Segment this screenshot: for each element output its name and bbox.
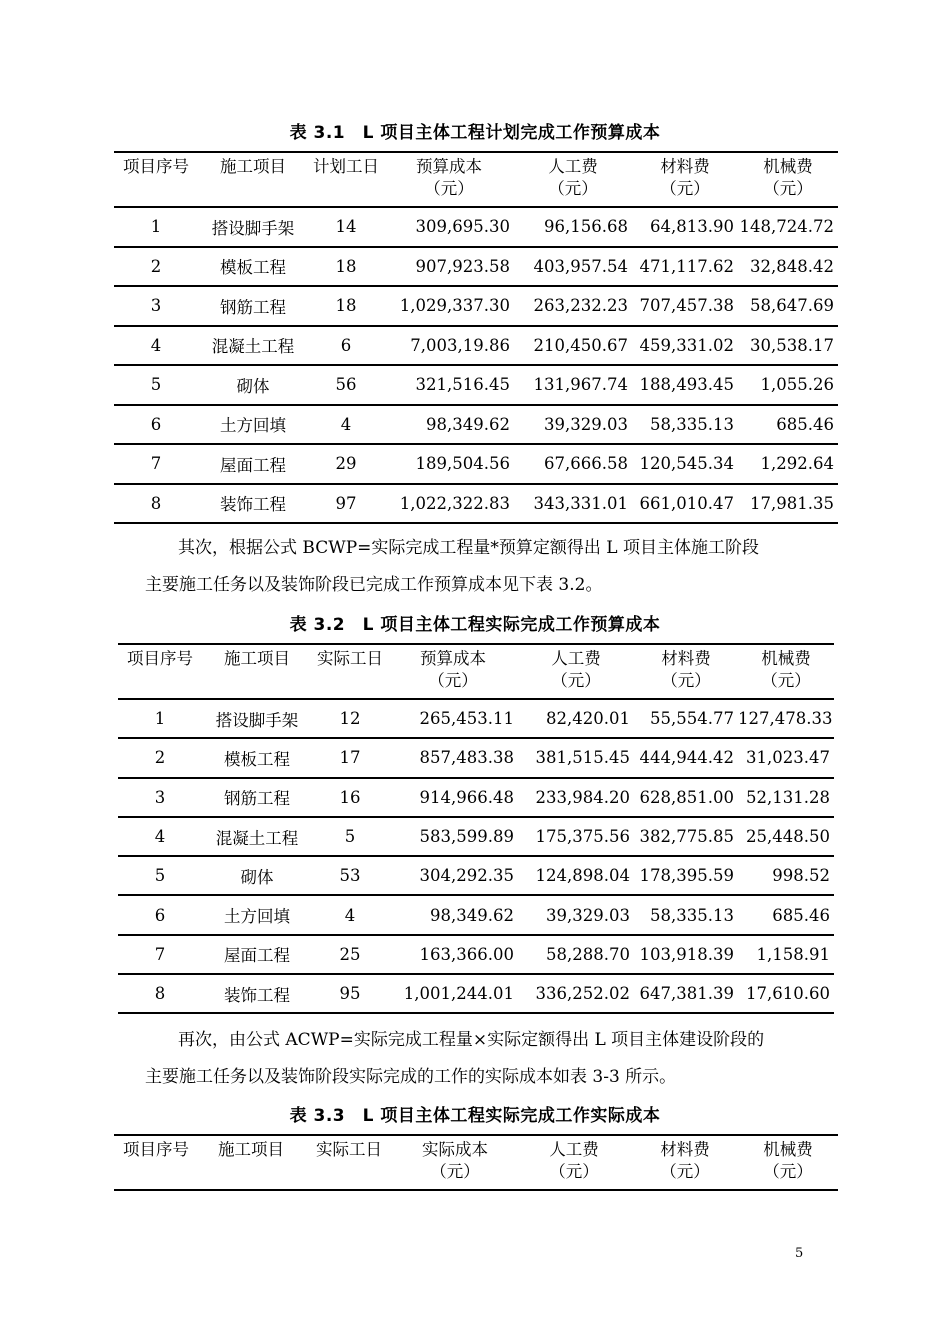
table-3-2 [118, 643, 834, 1014]
table-header-row [114, 152, 838, 207]
table-cell: 685.46 [776, 414, 834, 434]
column-header-unit [312, 670, 388, 692]
paragraph-line: 其次，根据公式 BCWP=实际完成工程量*预算定额得出 L 项目主体施工阶段 [178, 538, 759, 558]
table-cell: 混凝土工程 [215, 828, 299, 848]
column-header-unit: （元） [660, 1162, 710, 1181]
table-row [114, 444, 838, 484]
table-cell: 屋面工程 [224, 946, 290, 966]
table-row [118, 895, 834, 934]
column-header-unit [304, 1161, 394, 1183]
table-cell: 5 [150, 375, 162, 395]
table-cell: 628,851.00 [639, 787, 734, 807]
column-header-unit: （元） [551, 671, 601, 690]
table-cell: 58,647.69 [750, 296, 834, 316]
table-cell: 2 [154, 748, 166, 768]
column-header-label: 预算成本 [416, 157, 482, 176]
table-cell: 67,666.58 [544, 454, 628, 474]
table-cell: 52,131.28 [746, 787, 830, 807]
table-cell: 3 [150, 296, 162, 316]
column-header-unit [114, 1161, 198, 1183]
table-cell: 857,483.38 [419, 748, 514, 768]
table-row [114, 247, 838, 287]
table-row [114, 207, 838, 247]
column-header [632, 1135, 738, 1190]
table-caption-3-2: 表 3.2 L 项目主体工程实际完成工作预算成本 [289, 615, 661, 635]
column-header-label: 预算成本 [420, 649, 486, 668]
table-cell: 29 [335, 454, 357, 474]
table-header-row [114, 1135, 838, 1190]
column-header-unit [308, 178, 384, 200]
table-cell: 309,695.30 [415, 217, 510, 237]
column-header-unit: （元） [549, 1162, 599, 1181]
table-cell: 17,981.35 [750, 493, 834, 513]
table-row [118, 974, 834, 1013]
table-cell: 189,504.56 [415, 454, 510, 474]
column-header-label: 机械费 [761, 649, 811, 668]
column-header [304, 1135, 394, 1190]
column-header-label: 实际工日 [317, 649, 383, 668]
table-cell: 12 [339, 709, 361, 729]
table-cell: 1,055.26 [760, 375, 834, 395]
column-header [518, 644, 634, 699]
column-header-label: 材料费 [660, 157, 710, 176]
table-cell: 25 [339, 944, 361, 964]
column-header [632, 152, 738, 207]
column-header [114, 152, 198, 207]
table-cell: 188,493.45 [639, 375, 734, 395]
paragraph-line: 主要施工任务以及装饰阶段实际完成的工作的实际成本如表 3-3 所示。 [145, 1067, 677, 1087]
table-cell: 装饰工程 [220, 495, 286, 515]
column-header [198, 1135, 304, 1190]
column-header-label: 实际工日 [316, 1140, 382, 1159]
table-cell: 1 [150, 217, 162, 237]
table-cell: 5 [154, 866, 166, 886]
column-header-label: 机械费 [763, 157, 813, 176]
table-cell: 6 [154, 905, 166, 925]
table-cell: 53 [339, 866, 361, 886]
table-cell: 32,848.42 [750, 256, 834, 276]
table-cell: 444,944.42 [639, 748, 734, 768]
table-caption-3-1: 表 3.1 L 项目主体工程计划完成工作预算成本 [289, 123, 661, 143]
column-header-label: 机械费 [763, 1140, 813, 1159]
table-cell: 685.46 [772, 905, 830, 925]
table-cell: 343,331.01 [533, 493, 628, 513]
column-header-unit: （元） [763, 1162, 813, 1181]
table-row [114, 286, 838, 326]
table-row [118, 817, 834, 856]
table-cell: 148,724.72 [739, 217, 834, 237]
table-cell: 210,450.67 [533, 335, 628, 355]
table-row [114, 484, 838, 524]
table-cell: 1 [154, 709, 166, 729]
table-cell: 131,967.74 [533, 375, 628, 395]
table-cell: 钢筋工程 [220, 297, 286, 317]
table-cell: 7 [150, 454, 162, 474]
table-cell: 屋面工程 [220, 455, 286, 475]
table-cell: 31,023.47 [746, 748, 830, 768]
column-header [384, 152, 514, 207]
table-row [118, 699, 834, 738]
column-header [308, 152, 384, 207]
table-row [114, 365, 838, 405]
column-header [202, 644, 312, 699]
table-cell: 304,292.35 [419, 866, 514, 886]
table-cell: 120,545.34 [639, 454, 734, 474]
table-cell: 1,029,337.30 [399, 296, 510, 316]
table-cell: 砌体 [236, 376, 270, 396]
table-cell: 17,610.60 [746, 984, 830, 1004]
column-header-label: 人工费 [551, 649, 601, 668]
table-cell: 5 [344, 827, 356, 847]
column-header-unit [198, 1161, 304, 1183]
table-cell: 1,022,322.83 [399, 493, 510, 513]
table-cell: 998.52 [772, 866, 830, 886]
table-cell: 82,420.01 [546, 709, 630, 729]
table-cell: 装饰工程 [224, 985, 290, 1005]
table-header-row [118, 644, 834, 699]
table-row [114, 326, 838, 366]
table-cell: 661,010.47 [639, 493, 734, 513]
table-cell: 381,515.45 [535, 748, 630, 768]
column-header-unit: （元） [661, 671, 711, 690]
table-cell: 707,457.38 [639, 296, 734, 316]
column-header-unit [202, 670, 312, 692]
table-cell: 16 [339, 787, 361, 807]
table-cell: 搭设脚手架 [215, 710, 299, 730]
table-cell: 土方回填 [224, 907, 290, 927]
column-header-unit: （元） [763, 179, 813, 198]
column-header-label: 计划工日 [313, 157, 379, 176]
table-cell: 95 [339, 984, 361, 1004]
table-3-1 [114, 151, 838, 524]
table-cell: 6 [150, 414, 162, 434]
column-header-unit: （元） [428, 671, 478, 690]
column-header-unit: （元） [660, 179, 710, 198]
table-cell: 907,923.58 [415, 256, 510, 276]
table-cell: 647,381.39 [639, 984, 734, 1004]
table-cell: 6 [340, 335, 352, 355]
column-header [394, 1135, 516, 1190]
table-row [118, 778, 834, 817]
table-cell: 18 [335, 296, 357, 316]
table-cell: 4 [344, 905, 356, 925]
table-cell: 25,448.50 [746, 827, 830, 847]
column-header-label: 项目序号 [123, 157, 189, 176]
column-header-label: 人工费 [549, 1140, 599, 1159]
table-cell: 30,538.17 [750, 335, 834, 355]
table-cell: 459,331.02 [639, 335, 734, 355]
table-cell: 175,375.56 [535, 827, 630, 847]
table-cell: 103,918.39 [639, 944, 734, 964]
table-cell: 8 [154, 984, 166, 1004]
table-cell: 583,599.89 [419, 827, 514, 847]
table-cell: 7,003,19.86 [410, 335, 510, 355]
column-header-unit: （元） [424, 179, 474, 198]
table-cell: 7 [154, 944, 166, 964]
table-cell: 58,335.13 [650, 905, 734, 925]
paragraph-line: 主要施工任务以及装饰阶段已完成工作预算成本见下表 3.2。 [145, 575, 603, 595]
table-cell: 模板工程 [224, 749, 290, 769]
table-cell: 178,395.59 [639, 866, 734, 886]
table-row [114, 405, 838, 445]
table-cell: 58,335.13 [650, 414, 734, 434]
table-cell: 56 [335, 375, 357, 395]
column-header [312, 644, 388, 699]
column-header-label: 施工项目 [218, 1140, 284, 1159]
column-header-label: 项目序号 [127, 649, 193, 668]
column-header [388, 644, 518, 699]
column-header [738, 1135, 838, 1190]
table-cell: 2 [150, 256, 162, 276]
table-3-3 [114, 1134, 838, 1191]
column-header [634, 644, 738, 699]
table-cell: 17 [339, 748, 361, 768]
table-row [118, 738, 834, 777]
column-header-unit: （元） [761, 671, 811, 690]
table-cell: 3 [154, 787, 166, 807]
table-cell: 模板工程 [220, 258, 286, 278]
table-cell: 39,329.03 [546, 905, 630, 925]
table-cell: 64,813.90 [650, 217, 734, 237]
column-header [198, 152, 308, 207]
column-header-label: 材料费 [661, 649, 711, 668]
column-header [118, 644, 202, 699]
table-cell: 土方回填 [220, 416, 286, 436]
table-cell: 471,117.62 [639, 256, 734, 276]
column-header-unit [198, 178, 308, 200]
table-cell: 127,478.33 [738, 709, 833, 729]
column-header [738, 644, 834, 699]
table-cell: 4 [150, 335, 162, 355]
table-cell: 搭设脚手架 [211, 218, 295, 238]
table-cell: 4 [154, 827, 166, 847]
table-caption-3-3: 表 3.3 L 项目主体工程实际完成工作实际成本 [289, 1106, 661, 1126]
column-header-unit [114, 178, 198, 200]
column-header-unit: （元） [430, 1162, 480, 1181]
table-cell: 382,775.85 [639, 827, 734, 847]
table-cell: 914,966.48 [419, 787, 514, 807]
table-cell: 39,329.03 [544, 414, 628, 434]
column-header [114, 1135, 198, 1190]
table-cell: 1,001,244.01 [403, 984, 514, 1004]
column-header-label: 材料费 [660, 1140, 710, 1159]
table-cell: 403,957.54 [533, 256, 628, 276]
table-cell: 55,554.77 [650, 709, 734, 729]
table-cell: 混凝土工程 [211, 337, 295, 357]
table-cell: 336,252.02 [535, 984, 630, 1004]
column-header [514, 152, 632, 207]
column-header-unit: （元） [548, 179, 598, 198]
table-cell: 18 [335, 256, 357, 276]
table-row [118, 935, 834, 974]
column-header-label: 人工费 [548, 157, 598, 176]
table-cell: 163,366.00 [419, 944, 514, 964]
table-cell: 钢筋工程 [224, 789, 290, 809]
table-cell: 97 [335, 493, 357, 513]
table-cell: 96,156.68 [544, 217, 628, 237]
table-cell: 321,516.45 [415, 375, 510, 395]
paragraph-line: 再次，由公式 ACWP=实际完成工程量×实际定额得出 L 项目主体建设阶段的 [178, 1030, 765, 1050]
table-cell: 8 [150, 493, 162, 513]
table-cell: 98,349.62 [430, 905, 514, 925]
column-header-label: 实际成本 [422, 1140, 488, 1159]
table-cell: 14 [335, 217, 357, 237]
table-cell: 263,232.23 [533, 296, 628, 316]
table-cell: 124,898.04 [535, 866, 630, 886]
table-cell: 98,349.62 [426, 414, 510, 434]
table-cell: 58,288.70 [546, 944, 630, 964]
table-cell: 1,158.91 [756, 944, 830, 964]
table-cell: 265,453.11 [419, 709, 514, 729]
column-header-unit [118, 670, 202, 692]
column-header-label: 项目序号 [123, 1140, 189, 1159]
table-cell: 砌体 [240, 867, 274, 887]
column-header-label: 施工项目 [224, 649, 290, 668]
column-header [516, 1135, 632, 1190]
column-header-label: 施工项目 [220, 157, 286, 176]
table-cell: 1,292.64 [760, 454, 834, 474]
table-cell: 233,984.20 [535, 787, 630, 807]
table-row [118, 856, 834, 895]
table-cell: 4 [340, 414, 352, 434]
column-header [738, 152, 838, 207]
page-number: 5 [795, 1246, 804, 1261]
